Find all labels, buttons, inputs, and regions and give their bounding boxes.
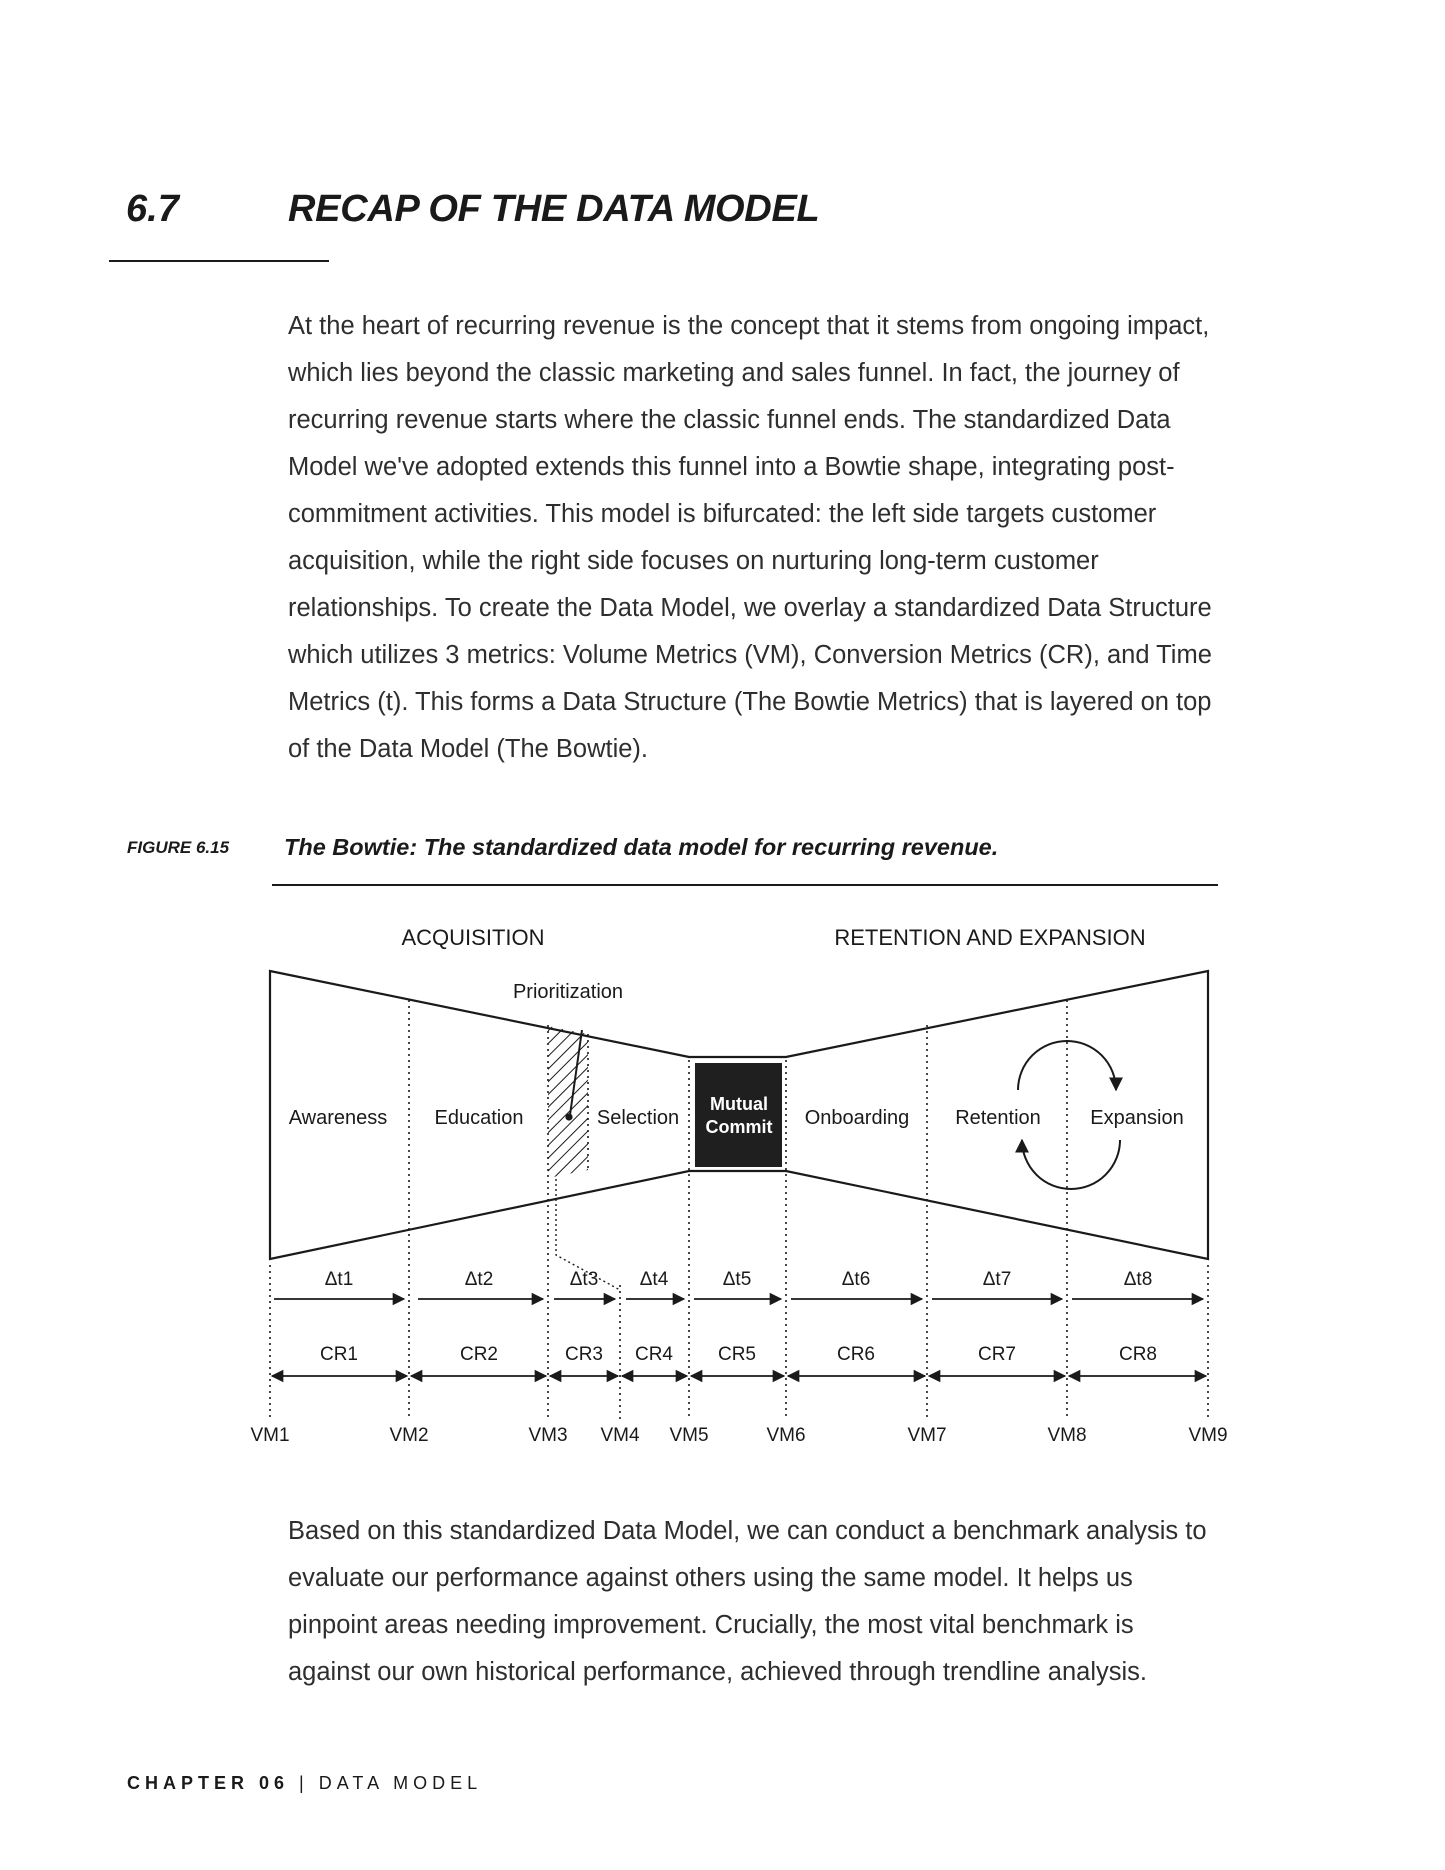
time-metric-6: Δt6 [841,1269,871,1290]
conversion-metric-4: CR4 [634,1344,674,1365]
volume-metric-1: VM1 [250,1425,290,1446]
footer-section: DATA MODEL [318,1773,483,1793]
figure-caption: The Bowtie: The standardized data model for recurring revenue. [284,834,999,860]
time-metric-4: Δt4 [639,1269,669,1290]
intro-paragraph: At the heart of recurring revenue is the concept that it stems from ongoing impact, which lies beyond the classic marketing and sales funnel. In fact, the journey of recurring revenue starts where the classic funnel ends. The standardized Data Model we've adopted extends this funnel into a Bowtie shape, integrating post-commitment activities. This model is bifurcated: the left side targets customer acquisition, while the right side focuses on nurturing long-term customer relationships. To create the Data Model, we overlay a standardized Data Structure which utilizes 3 metrics: Volume Metrics (VM), Conversion Metrics (CR), and Time Metrics (t). This forms a Data Structure (The Bowtie Metrics) that is layered on top of the Data Model (The Bowtie). [288,312,1212,763]
prioritization-dot [565,1113,572,1120]
conversion-metric-2: CR2 [459,1344,499,1365]
conversion-metric-8: CR8 [1118,1344,1158,1365]
stage-expansion: Expansion [1090,1107,1184,1129]
volume-metric-labels [250,1425,1227,1446]
mutual-commit-line2: Commit [705,1117,773,1137]
acquisition-header: ACQUISITION [401,925,545,950]
volume-metric-4: VM4 [600,1425,640,1446]
time-metric-8: Δt8 [1123,1269,1153,1290]
prioritization-band [548,1026,588,1178]
stage-selection: Selection [596,1107,680,1129]
mutual-commit-box [695,1063,782,1167]
volume-metric-7: VM7 [907,1425,947,1446]
mutual-commit-line1: Mutual [710,1094,768,1114]
volume-metric-6: VM6 [766,1425,806,1446]
conversion-metric-5: CR5 [717,1344,757,1365]
retention-expansion-header: RETENTION AND EXPANSION [834,925,1146,950]
time-metric-1: Δt1 [324,1269,354,1290]
volume-metric-9: VM9 [1188,1425,1228,1446]
volume-metric-2: VM2 [389,1425,429,1446]
page-footer [127,1773,482,1794]
cycle-arrow-bottom [1022,1140,1120,1189]
conversion-metric-3: CR3 [564,1344,604,1365]
conversion-metric-1: CR1 [319,1344,359,1365]
volume-metric-5: VM5 [669,1425,709,1446]
time-metric-5: Δt5 [722,1269,752,1290]
time-metric-labels [325,1269,1153,1290]
stage-awareness: Awareness [288,1107,388,1129]
figure-label: FIGURE 6.15 [127,838,230,857]
prioritization-label: Prioritization [512,981,624,1003]
section-number: 6.7 [126,188,179,230]
section-title: RECAP OF THE DATA MODEL [288,188,820,230]
time-metric-2: Δt2 [464,1269,494,1290]
time-metric-7: Δt7 [982,1269,1012,1290]
conversion-metric-labels [320,1344,1157,1365]
stage-retention: Retention [955,1107,1041,1129]
volume-metric-8: VM8 [1047,1425,1087,1446]
stage-onboarding: Onboarding [804,1107,910,1129]
volume-metric-3: VM3 [528,1425,568,1446]
footer-chapter: CHAPTER 06 [127,1773,290,1793]
conversion-metric-6: CR6 [836,1344,876,1365]
time-metric-3: Δt3 [569,1269,599,1290]
stage-education: Education [434,1107,524,1129]
closing-paragraph: Based on this standardized Data Model, we can conduct a benchmark analysis to evaluate our performance against others using the same model. It helps us pinpoint areas needing improvement. Crucially, the most vital benchmark is against our own historical performance, achieved through trendline analysis. [288,1517,1207,1686]
footer-separator: | [299,1773,309,1793]
conversion-metric-7: CR7 [977,1344,1017,1365]
